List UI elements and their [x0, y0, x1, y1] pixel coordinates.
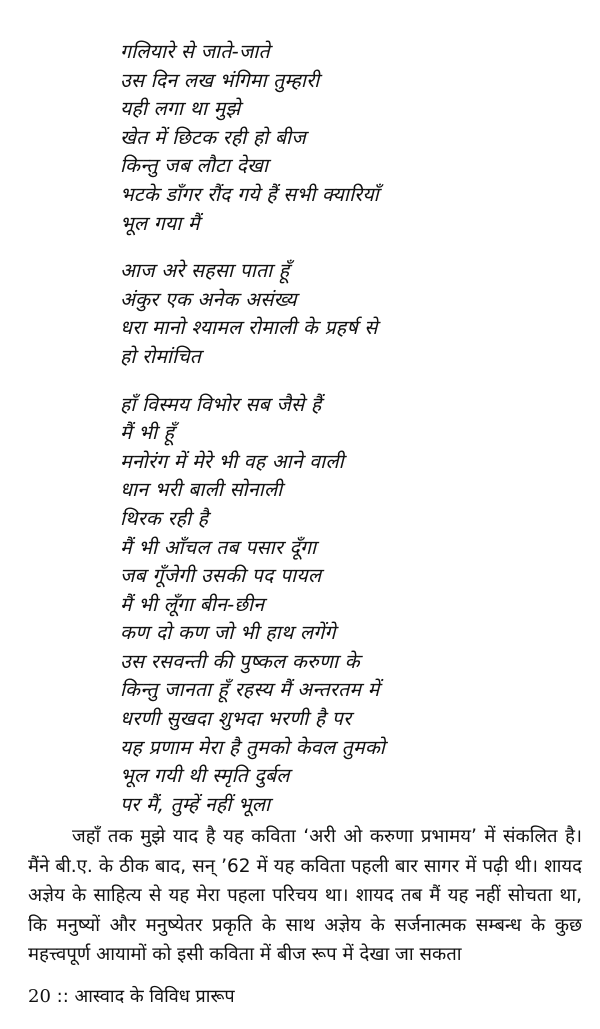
poem-line: धरणी सुखदा शुभदा भरणी है पर: [120, 707, 352, 731]
poem-line: अंकुर एक अनेक असंख्य: [120, 287, 297, 311]
poem-line: पर मैं, तुम्हें नहीं भूला: [120, 792, 271, 816]
page-footer: [28, 985, 235, 1009]
prose-paragraph: जहाँ तक मुझे याद है यह कविता ‘अरी ओ करुणा प्रभामय’ में संकलित है। मैंने बी.ए. के ठीक बाद, सन् ’62 में यह कविता पहली बार सागर में पढ़ी थी। शायद अज्ञेय के साहित्य से यह मेरा पहला परिचय था। शायद तब मैं यह नहीं सोचता था, कि मनुष्यों और मनुष्येतर प्रकृति के साथ अज्ञेय के सर्जनात्मक सम्बन्ध के कुछ महत्त्वपूर्ण आयामों को इसी कविता में बीज रूप में देखा जा सकता: [28, 826, 582, 965]
poem-line: भूल गयी थी स्मृति दुर्बल: [120, 764, 290, 788]
poem-line: उस दिन लख भंगिमा तुम्हारी: [120, 68, 320, 92]
poem-line: किन्तु जब लौटा देखा: [120, 154, 269, 178]
poem-line: मैं भी हूँ: [120, 421, 175, 445]
footer-separator: ::: [56, 986, 69, 1007]
poem-line: थिरक रही है: [120, 506, 209, 530]
poem-line: खेत में छिटक रही हो बीज: [120, 125, 306, 149]
poem-line: भूल गया मैं: [120, 211, 200, 235]
poem-line: कण दो कण जो भी हाथ लगेंगे: [120, 621, 336, 645]
poem-stanza-2: [120, 257, 580, 371]
poem-line: हाँ विस्मय विभोर सब जैसे हैं: [120, 392, 322, 416]
poem-line: मैं भी आँचल तब पसार दूँगा: [120, 535, 317, 559]
poem-stanza-3: [120, 391, 580, 820]
poem-line: आज अरे सहसा पाता हूँ: [120, 259, 290, 283]
poem-line: किन्तु जानता हूँ रहस्य मैं अन्तरतम में: [120, 678, 380, 702]
poem-line: हो रोमांचित: [120, 344, 202, 368]
poem-line: यह प्रणाम मेरा है तुमको केवल तुमको: [120, 735, 386, 759]
poem-line: मनोरंग में मेरे भी वह आने वाली: [120, 449, 344, 473]
poem-line: धान भरी बाली सोनाली: [120, 478, 283, 502]
poem-line: मैं भी लूँगा बीन-छीन: [120, 592, 265, 616]
running-title: आस्वाद के विविध प्रारूप: [74, 986, 235, 1007]
poem-line: धरा मानो श्यामल रोमाली के प्रहर्ष से: [120, 316, 378, 340]
page-number: 20: [28, 986, 51, 1007]
poem-line: जब गूँजेगी उसकी पद पायल: [120, 564, 322, 588]
poem-line: यही लगा था मुझे: [120, 97, 241, 121]
poem-line: उस रसवन्ती की पुष्कल करुणा के: [120, 649, 360, 673]
poem-line: गलियारे से जाते-जाते: [120, 40, 270, 63]
poem: [120, 38, 580, 838]
poem-line: भटके डाँगर रौंद गये हैं सभी क्यारियाँ: [120, 182, 379, 206]
poem-stanza-1: [120, 38, 580, 238]
